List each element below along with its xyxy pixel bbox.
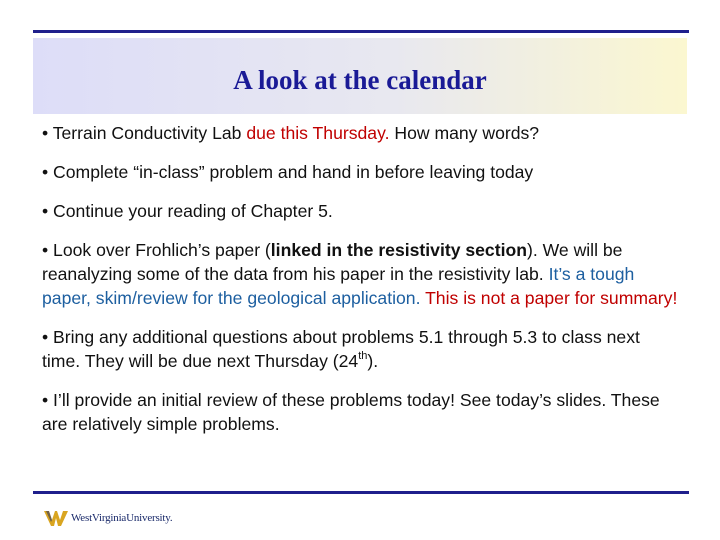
bullet-text: • Continue your reading of Chapter 5. [42, 201, 333, 221]
bullet-text: • Complete “in-class” problem and hand in before leaving today [42, 162, 534, 182]
slide-body [42, 121, 682, 451]
paper-warning-highlight: This is not a paper for summary! [425, 288, 678, 308]
paper-advice-highlight: It’s a tough paper, skim/review for the geological application. [42, 264, 635, 308]
slide-title: A look at the calendar [233, 64, 487, 95]
bullet-text: • Terrain Conductivity Lab [42, 123, 247, 143]
bullet-text: • Look over Frohlich’s paper ( [42, 240, 271, 260]
bullet-frohlich-paper [42, 238, 682, 310]
bullet-text: How many words? [389, 123, 540, 143]
bullet-text: ). We will be reanalyzing some of the data from his paper in the resistivity lab. [42, 240, 623, 284]
bullet-text: • Bring any additional questions about problems 5.1 through 5.3 to class next time. They will be due next Thursday (24 [42, 327, 640, 371]
due-date-highlight: due this Thursday. [246, 123, 390, 143]
footer-logo [44, 507, 172, 529]
bullet-text: ). [367, 351, 379, 371]
bullet-terrain-lab [42, 121, 682, 145]
wvu-flying-wv-logo-icon [44, 509, 68, 527]
bullet-reading [42, 199, 682, 223]
bullet-text: • I’ll provide an initial review of these problems today! See today’s slides. These are relatively simple problems. [42, 390, 660, 434]
wvu-wordmark: WestVirginiaUniversity. [71, 512, 173, 524]
bullet-in-class-problem [42, 160, 682, 184]
bullet-review [42, 388, 682, 436]
top-divider [33, 30, 689, 33]
bullet-questions [42, 325, 682, 373]
title-band [33, 38, 687, 114]
bottom-divider [33, 491, 689, 494]
ordinal-suffix: th [358, 350, 368, 363]
paper-link-note: linked in the resistivity section [270, 240, 527, 260]
